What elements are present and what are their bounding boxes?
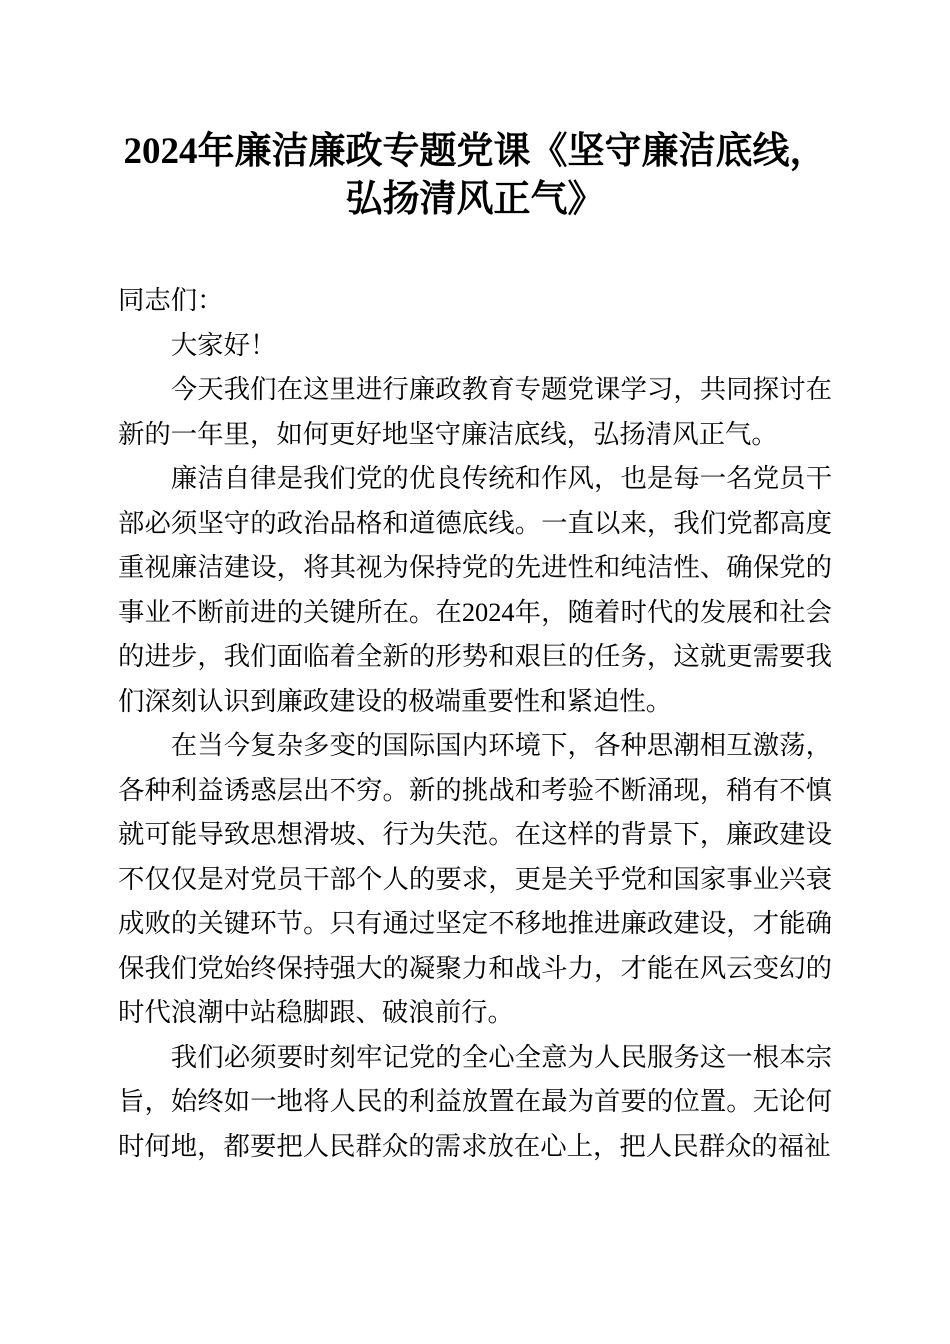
document-title: 2024年廉洁廉政专题党课《坚守廉洁底线，弘扬清风正气》 [123,131,827,220]
body-paragraph: 大家好！ [170,329,277,360]
body-paragraph: 廉洁自律是我们党的优良传统和作风，也是每一名党员干部必须坚守的政治品格和道德底线。一直以来，我们党都高度重视廉洁建设，将其视为保持党的先进性和纯洁性、确保党的事业不断前进的关键所在。在2024年，随着时代的发展和社会的进步，我们面临着全新的形势和艰巨的任务，这就更需要我们深刻认识到廉政建设的极端重要性和紧迫性。 [118,463,832,716]
body-paragraph: 今天我们在这里进行廉政教育专题党课学习，共同探讨在新的一年里，如何更好地坚守廉洁底线，弘扬清风正气。 [118,374,832,449]
body-paragraph: 我们必须要时刻牢记党的全心全意为人民服务这一根本宗旨，始终如一地将人民的利益放置在最为首要的位置。无论何时何地，都要把人民群众的需求放在心上，把人民群众的福祉 [118,1041,832,1161]
body-paragraph: 在当今复杂多变的国际国内环境下，各种思潮相互激荡，各种利益诱惑层出不穷。新的挑战和考验不断涌现，稍有不慎就可能导致思想滑坡、行为失范。在这样的背景下，廉政建设不仅仅是对党员干部个人的要求，更是关乎党和国家事业兴衰成败的关键环节。只有通过坚定不移地推进廉政建设，才能确保我们党始终保持强大的凝聚力和战斗力，才能在风云变幻的时代浪潮中站稳脚跟、破浪前行。 [118,730,832,1027]
salutation-line: 同志们： [118,285,224,315]
document-body [118,323,832,1169]
